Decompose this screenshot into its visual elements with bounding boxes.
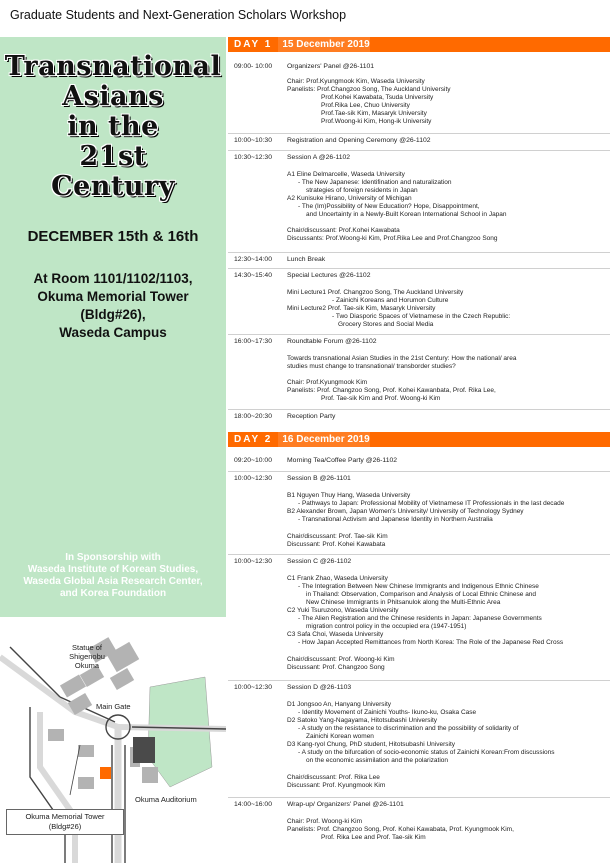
- detail-line: D1 Jongsoo An, Hanyang University: [287, 701, 392, 708]
- tower-label-box: [6, 809, 124, 835]
- schedule-row: [228, 680, 610, 789]
- event-venue: [10, 270, 216, 342]
- detail-line: A2 Kunisuke Hirano, University of Michigan: [287, 195, 412, 202]
- detail-line: - The Integration Between New Chinese Immigrants and Indigenous Ethnic Chinese: [298, 583, 539, 590]
- detail-line: Prof.Tae-sik Kim, Masaryk University: [321, 110, 427, 117]
- time-slot: 12:30~14:00: [234, 256, 272, 263]
- day1-label: DAY 1: [228, 37, 278, 52]
- detail-line: D3 Kang-ryol Chung, PhD student, Hitotsubashi University: [287, 741, 455, 748]
- auditorium-label: Okuma Auditorium: [135, 795, 197, 804]
- workshop-title: Graduate Students and Next-Generation Scholars Workshop: [10, 8, 347, 22]
- venue-line: Waseda Campus: [59, 325, 167, 340]
- schedule-row: [228, 409, 610, 420]
- event-name: Wrap-up/ Organizers' Panel @26-1101: [287, 801, 404, 808]
- time-slot: 10:30~12:30: [234, 154, 272, 161]
- event-name: Session D @26-1103: [287, 684, 352, 691]
- event-dates: DECEMBER 15th & 16th: [27, 228, 199, 245]
- schedule-row: [228, 268, 610, 328]
- detail-line: Towards transnational Asian Studies in the 21st Century: How the national/ area: [287, 355, 517, 362]
- detail-line: - A study on the resistance to discrimination and the possibility of solidarity of: [298, 725, 519, 732]
- detail-line: Chair/discussant: Prof.Kohei Kawabata: [287, 227, 400, 234]
- day2-header: [228, 432, 610, 447]
- time-slot: 10:00~12:30: [234, 684, 272, 691]
- event-title: [4, 52, 222, 202]
- event-name: Organizers' Panel @26-1101: [287, 63, 375, 70]
- detail-line: Prof. Tae-sik Kim and Prof. Woong-ki Kim: [321, 395, 441, 402]
- day1-date: 15 December 2019: [278, 37, 369, 52]
- detail-line: migration control policy in the occupied era (1947-1951): [306, 623, 467, 630]
- schedule-row: [228, 554, 610, 671]
- day2-date: 16 December 2019: [278, 432, 369, 447]
- event-title-line: in the: [67, 111, 159, 142]
- detail-line: Discussant: Prof. Kyungmook Kim: [287, 782, 386, 789]
- detail-line: New Chinese Immigrants in Phitsanulok along the Multi-Ethnic Area: [306, 599, 501, 606]
- venue-line: Okuma Memorial Tower: [37, 289, 189, 304]
- detail-line: C3 Safa Choi, Waseda University: [287, 631, 384, 638]
- detail-line: - Zainichi Koreans and Horumon Culture: [332, 297, 449, 304]
- detail-line: Chair: Prof.Kyungmook Kim, Waseda University: [287, 78, 425, 85]
- detail-line: B2 Alexander Brown, Japan Women's University/ University of Technology Sydney: [287, 508, 524, 515]
- time-slot: 10:00~12:30: [234, 558, 272, 565]
- detail-line: Chair/discussant: Prof. Rika Lee: [287, 774, 380, 781]
- time-slot: 18:00~20:30: [234, 413, 272, 420]
- detail-line: - Identity Movement of Zainichi Youths- Ikuno-ku, Osaka Case: [298, 709, 477, 716]
- detail-line: Prof.Rika Lee, Chuo University: [321, 102, 410, 109]
- detail-line: Panelists: Prof.Changzoo Song, The Auckland University: [287, 86, 451, 93]
- schedule-row: [228, 150, 610, 242]
- time-slot: 10:00~10:30: [234, 137, 272, 144]
- schedule-row: [228, 334, 610, 402]
- detail-line: - The New Japanese: Identifination and naturalization: [298, 179, 452, 186]
- detail-line: - The Alien Registration and the Chinese residents in Japan: Japanese Governments: [298, 615, 542, 622]
- detail-line: Chair: Prof. Woong-ki Kim: [287, 818, 363, 825]
- detail-line: Prof. Rika Lee and Prof. Tae-sik Kim: [321, 834, 426, 841]
- detail-line: Discussant: Prof. Changzoo Song: [287, 664, 385, 671]
- detail-line: Zainichi Korean women: [306, 733, 374, 740]
- okuma-tower-marker: [100, 767, 111, 779]
- sponsorship: [8, 552, 218, 600]
- schedule-row: [228, 252, 610, 263]
- sponsor-line: Waseda Institute of Korean Studies,: [27, 564, 199, 575]
- main-gate-label: Main Gate: [96, 702, 131, 711]
- time-slot: 16:00~17:30: [234, 338, 272, 345]
- detail-line: B1 Nguyen Thuy Hang, Waseda University: [287, 492, 411, 499]
- detail-line: Chair/discussant: Prof. Tae-sik Kim: [287, 533, 388, 540]
- detail-line: Grocery Stores and Social Media: [338, 321, 434, 328]
- event-name: Registration and Opening Ceremony @26-1102: [287, 137, 431, 144]
- event-name: Session B @26-1101: [287, 475, 351, 482]
- detail-line: C1 Frank Zhao, Waseda University: [287, 575, 388, 582]
- time-slot: 14:30~15:40: [234, 272, 272, 279]
- detail-line: Panelists: Prof. Changzoo Song, Prof. Kohei Kawanbata, Prof. Rika Lee,: [287, 387, 496, 394]
- venue-line: At Room 1101/1102/1103,: [33, 271, 193, 286]
- time-slot: 09:00- 10:00: [234, 63, 273, 70]
- tower-label-line: (Bldg#26): [48, 822, 82, 831]
- detail-line: Chair/discussant: Prof. Woong-ki Kim: [287, 656, 395, 663]
- event-title-line: Century: [51, 171, 175, 202]
- event-name: Reception Party: [287, 413, 336, 420]
- time-slot: 10:00~12:30: [234, 475, 272, 482]
- detail-line: A1 Eline Delmarcelle, Waseda University: [287, 171, 405, 178]
- detail-line: strategies of foreign residents in Japan: [306, 187, 418, 194]
- detail-line: Prof.Woong-ki Kim, Hong-ik University: [321, 118, 432, 125]
- statue-label: [62, 643, 112, 670]
- detail-line: Discussants: Prof.Woong-ki Kim, Prof.Rika Lee and Prof.Changzoo Song: [287, 235, 498, 242]
- detail-line: Mini Lecture2 Prof. Tae-sik Kim, Masaryk University: [287, 305, 436, 312]
- detail-line: - The (Im)Possibility of New Education? Hope, Disappointment,: [298, 203, 480, 210]
- sponsor-line: and Korea Foundation: [59, 588, 167, 599]
- day2-label: DAY 2: [228, 432, 278, 447]
- detail-line: Discussant: Prof. Kohei Kawabata: [287, 541, 386, 548]
- venue-line: (Bldg#26),: [80, 307, 146, 322]
- event-name: Roundtable Forum @26-1102: [287, 338, 377, 345]
- detail-line: studies must change to transnational/ transborder studies?: [287, 363, 456, 370]
- sponsor-line: Waseda Global Asia Research Center,: [23, 576, 203, 587]
- time-slot: 14:00~16:00: [234, 801, 272, 808]
- detail-line: C2 Yuki Tsuruzono, Waseda University: [287, 607, 399, 614]
- map-label-line: Shigenobu: [69, 652, 105, 661]
- event-name: Morning Tea/Coffee Party @26-1102: [287, 457, 398, 464]
- detail-line: Chair: Prof.Kyungmook Kim: [287, 379, 368, 386]
- schedule-row: [228, 797, 610, 841]
- time-slot: 09:20~10:00: [234, 457, 272, 464]
- map-label-line: Statue of: [71, 643, 103, 652]
- event-name: Session A @26-1102: [287, 154, 351, 161]
- schedule-row: [228, 133, 610, 144]
- detail-line: on the economic assimilation and the polarization: [306, 757, 449, 764]
- detail-line: Mini Lecture1 Prof. Changzoo Song, The Auckland University: [287, 289, 464, 296]
- detail-line: - Two Diasporic Spaces of Vietnamese in the Czech Republic:: [332, 313, 511, 320]
- event-name: Lunch Break: [287, 256, 326, 263]
- event-name: Special Lectures @26-1102: [287, 272, 371, 279]
- event-title-line: Transnational: [4, 51, 222, 82]
- detail-line: - Transnational Activism and Japanese Identity in Northern Australia: [298, 516, 493, 523]
- detail-line: and Uncertainty in a Newly-Built Korean International School in Japan: [306, 211, 507, 218]
- detail-line: - A study on the bifurcation of socio-economic status of Zainichi Korean:From discussions: [298, 749, 555, 756]
- day1-header: [228, 37, 610, 52]
- event-title-line: Asians: [62, 81, 164, 112]
- map-label-line: Okuma: [74, 661, 100, 670]
- sponsor-line: In Sponsorship with: [65, 552, 161, 563]
- detail-line: Prof.Kohei Kawabata, Tsuda University: [321, 94, 434, 101]
- tower-label-line: Okuma Memorial Tower: [25, 812, 105, 821]
- detail-line: in Thailand: Observation, Comparison and Analysis of Local Ethnic Chinese and: [306, 591, 537, 598]
- detail-line: - Pathways to Japan: Professional Mobility of Vietnamese IT Professionals in the last decade: [298, 500, 565, 507]
- detail-line: D2 Satoko Yang-Nagayama, Hitotsubashi University: [287, 717, 438, 724]
- detail-line: Panelists: Prof. Changzoo Song, Prof. Kohei Kawabata, Prof. Kyungmook Kim,: [287, 826, 514, 833]
- event-name: Session C @26-1102: [287, 558, 352, 565]
- event-title-line: 21st: [79, 141, 147, 172]
- detail-line: - How Japan Accepted Remittances from North Korea: The Role of the Japanese Red Cross: [298, 639, 564, 646]
- schedule-row: [228, 471, 610, 548]
